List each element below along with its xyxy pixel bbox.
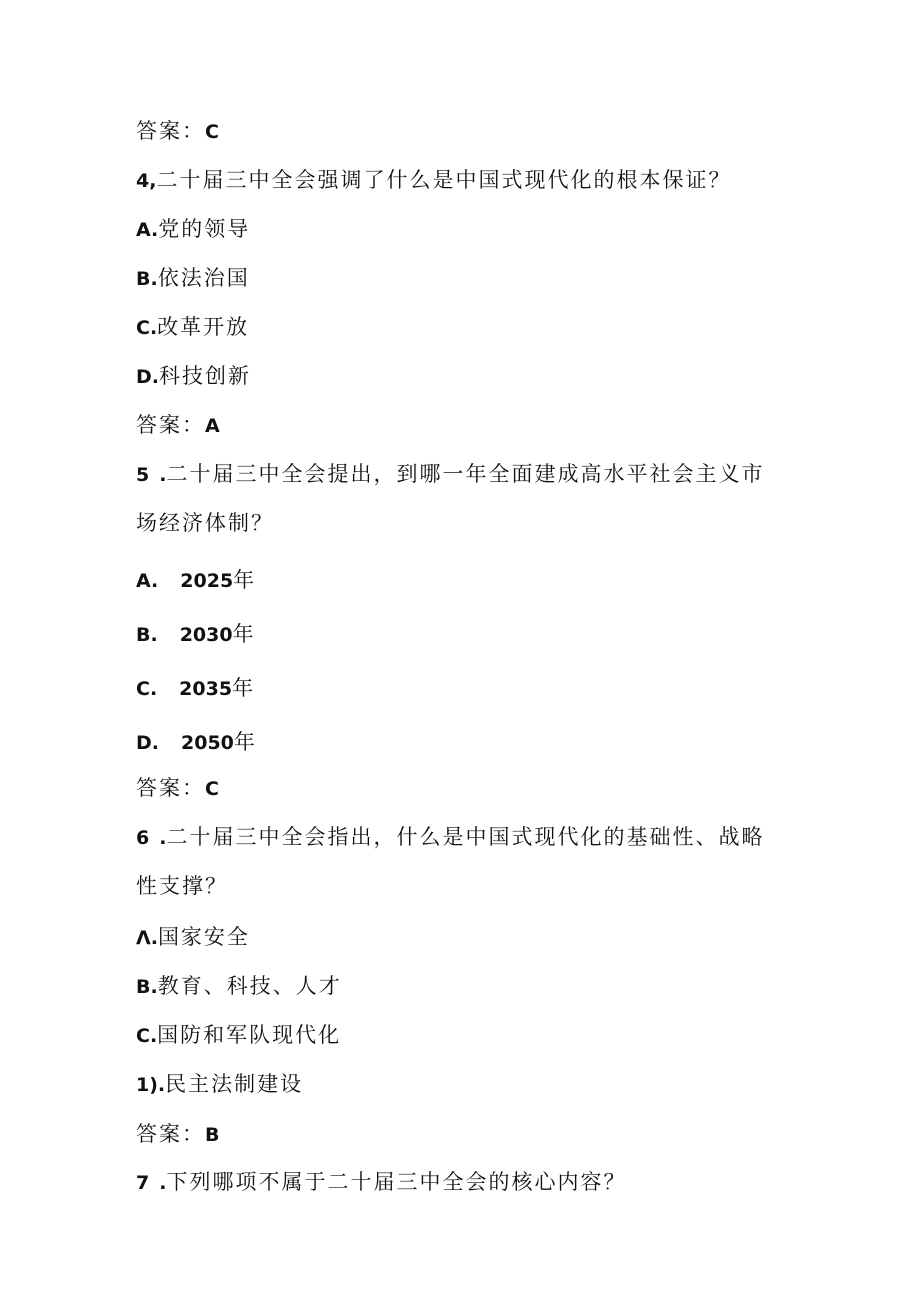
option-letter: D. [136,366,159,388]
question-dot: . [159,1172,167,1194]
option-text: 科技创新 [159,364,251,388]
question-6 [136,823,764,852]
question-7 [136,1168,626,1197]
option-value: 2050 [181,732,234,754]
question-dot: . [159,464,167,486]
q4-option-a [136,215,250,244]
q5-option-a [136,566,256,595]
answer-value: C [205,121,219,143]
answer-label: 答案： [136,776,205,800]
answer-value: B [205,1124,220,1146]
option-unit: 年 [232,622,256,646]
question-text: 下列哪项不属于二十届三中全会的核心内容？ [166,1170,627,1194]
option-value: 2030 [179,624,233,646]
q4-option-b [136,264,250,293]
question-text: 场经济体制？ [136,511,274,535]
question-5 [136,460,764,489]
question-number: 4, [136,170,157,192]
option-text: 国家安全 [157,925,250,949]
option-letter: 1). [136,1074,166,1096]
option-letter: C. [136,1025,158,1047]
question-text: 二十届三中全会指出，什么是中国式现代化的基础性、战略 [166,825,765,849]
answer-line-q4 [136,411,220,440]
option-unit: 年 [232,676,256,700]
option-text: 改革开放 [157,315,250,339]
q4-option-d [136,362,251,391]
question-number: 6 [136,827,150,849]
option-letter: D. [136,732,159,754]
option-letter: A. [136,219,159,241]
option-text: 教育、科技、人才 [157,974,342,998]
answer-label: 答案： [136,413,205,437]
option-letter: Λ. [136,927,158,949]
option-text: 党的领导 [158,217,251,241]
option-value: 2035 [179,678,233,700]
option-text: 依法治国 [157,266,250,290]
answer-label: 答案： [136,1122,205,1146]
q5-option-d [136,728,257,757]
q5-option-c [136,674,255,703]
answer-value: A [205,415,220,437]
q4-option-c [136,313,249,342]
question-6-cont [136,872,228,900]
option-text: 民主法制建设 [165,1072,304,1096]
option-letter: C. [136,678,158,700]
option-value: 2025 [180,570,234,592]
question-5-cont [136,509,274,537]
question-dot: . [159,827,167,849]
option-unit: 年 [233,730,257,754]
option-letter: B. [136,268,158,290]
q6-option-d [136,1070,303,1099]
q6-option-a [136,923,250,952]
answer-line-q3 [136,117,219,146]
answer-value: C [205,778,219,800]
option-text: 国防和军队现代化 [157,1023,342,1047]
question-4 [136,166,731,195]
question-text: 二十届三中全会强调了什么是中国式现代化的根本保证？ [156,168,732,192]
option-unit: 年 [233,568,257,592]
answer-line-q6 [136,1120,219,1149]
answer-label: 答案： [136,119,205,143]
question-text: 二十届三中全会提出，到哪一年全面建成高水平社会主义市 [166,462,765,486]
q5-option-b [136,620,256,649]
question-number: 5 [136,464,150,486]
option-letter: A. [136,570,159,592]
q6-option-c [136,1021,341,1050]
question-text: 性支撑？ [136,874,228,898]
option-letter: B. [136,624,158,646]
option-letter: C. [136,317,158,339]
q6-option-b [136,972,342,1001]
option-letter: B. [136,976,158,998]
answer-line-q5 [136,774,219,803]
question-number: 7 [136,1172,150,1194]
